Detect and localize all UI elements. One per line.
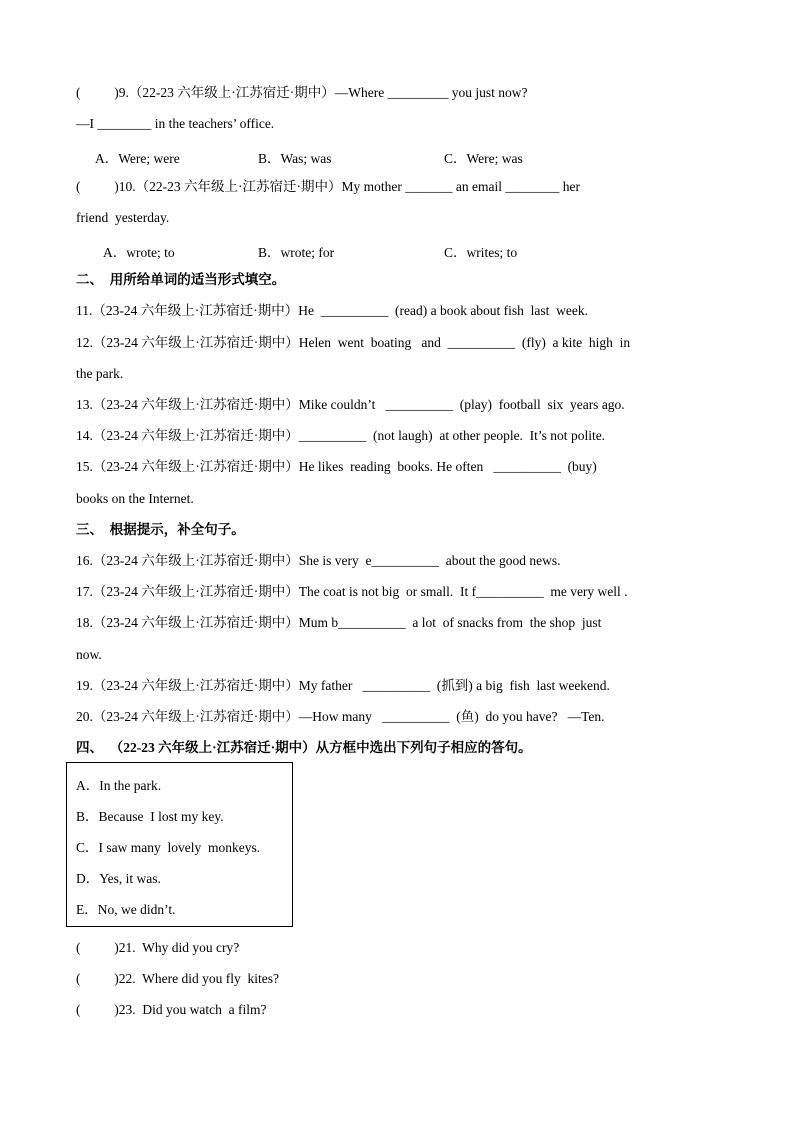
q10-line1: ( )10.（22-23 六年级上·江苏宿迁·期中）My mother _______ an email ________ her	[76, 179, 580, 194]
q16: 16.（23-24 六年级上·江苏宿迁·期中）She is very e__________ about the good news.	[76, 553, 561, 568]
q9-option-c: C．Were; was	[444, 151, 523, 166]
section3-title: 三、 根据提示，补全句子。	[76, 522, 245, 537]
q9-option-b: B．Was; was	[258, 151, 332, 166]
box-item-c: C．I saw many lovely monkeys.	[76, 840, 261, 855]
q9-line1: ( )9.（22-23 六年级上·江苏宿迁·期中）—Where _________ you just now?	[76, 85, 528, 100]
q15-line2: books on the Internet.	[76, 491, 194, 506]
q15-line1: 15.（23-24 六年级上·江苏宿迁·期中）He likes reading books. He often __________ (buy)	[76, 459, 597, 474]
box-item-b: B．Because I lost my key.	[76, 809, 224, 824]
q21: ( )21. Why did you cry?	[76, 940, 240, 955]
q23: ( )23. Did you watch a film?	[76, 1002, 267, 1017]
q22: ( )22. Where did you fly kites?	[76, 971, 279, 986]
q20: 20.（23-24 六年级上·江苏宿迁·期中）—How many __________ (鱼) do you have? —Ten.	[76, 709, 605, 724]
q17: 17.（23-24 六年级上·江苏宿迁·期中）The coat is not big or small. It f__________ me very well .	[76, 584, 628, 599]
q12-line1: 12.（23-24 六年级上·江苏宿迁·期中）Helen went boating and __________ (fly) a kite high in	[76, 335, 631, 350]
q14: 14.（23-24 六年级上·江苏宿迁·期中）__________ (not laugh) at other people. It’s not polite.	[76, 428, 606, 443]
q9-option-a: A．Were; were	[95, 151, 180, 166]
q10-line2: friend yesterday.	[76, 210, 170, 225]
section4-title: 四、 （22-23 六年级上·江苏宿迁·期中）从方框中选出下列句子相应的答句。	[76, 740, 532, 755]
box-item-a: A．In the park.	[76, 778, 162, 793]
q10-option-c: C．writes; to	[444, 245, 518, 260]
box-item-e: E．No, we didn’t.	[76, 902, 176, 917]
q10-option-a: A．wrote; to	[103, 245, 175, 260]
q12-line2: the park.	[76, 366, 124, 381]
q19: 19.（23-24 六年级上·江苏宿迁·期中）My father __________ (抓到) a big fish last weekend.	[76, 678, 610, 693]
q13: 13.（23-24 六年级上·江苏宿迁·期中）Mike couldn’t __________ (play) football six years ago.	[76, 397, 625, 412]
box-item-d: D．Yes, it was.	[76, 871, 161, 886]
q9-line2: —I ________ in the teachers’ office.	[76, 116, 275, 131]
q10-option-b: B．wrote; for	[258, 245, 335, 260]
q18-line1: 18.（23-24 六年级上·江苏宿迁·期中）Mum b__________ a lot of snacks from the shop just	[76, 615, 602, 630]
q18-line2: now.	[76, 647, 102, 662]
q11: 11.（23-24 六年级上·江苏宿迁·期中）He __________ (read) a book about fish last week.	[76, 303, 589, 318]
section2-title: 二、 用所给单词的适当形式填空。	[76, 272, 286, 287]
